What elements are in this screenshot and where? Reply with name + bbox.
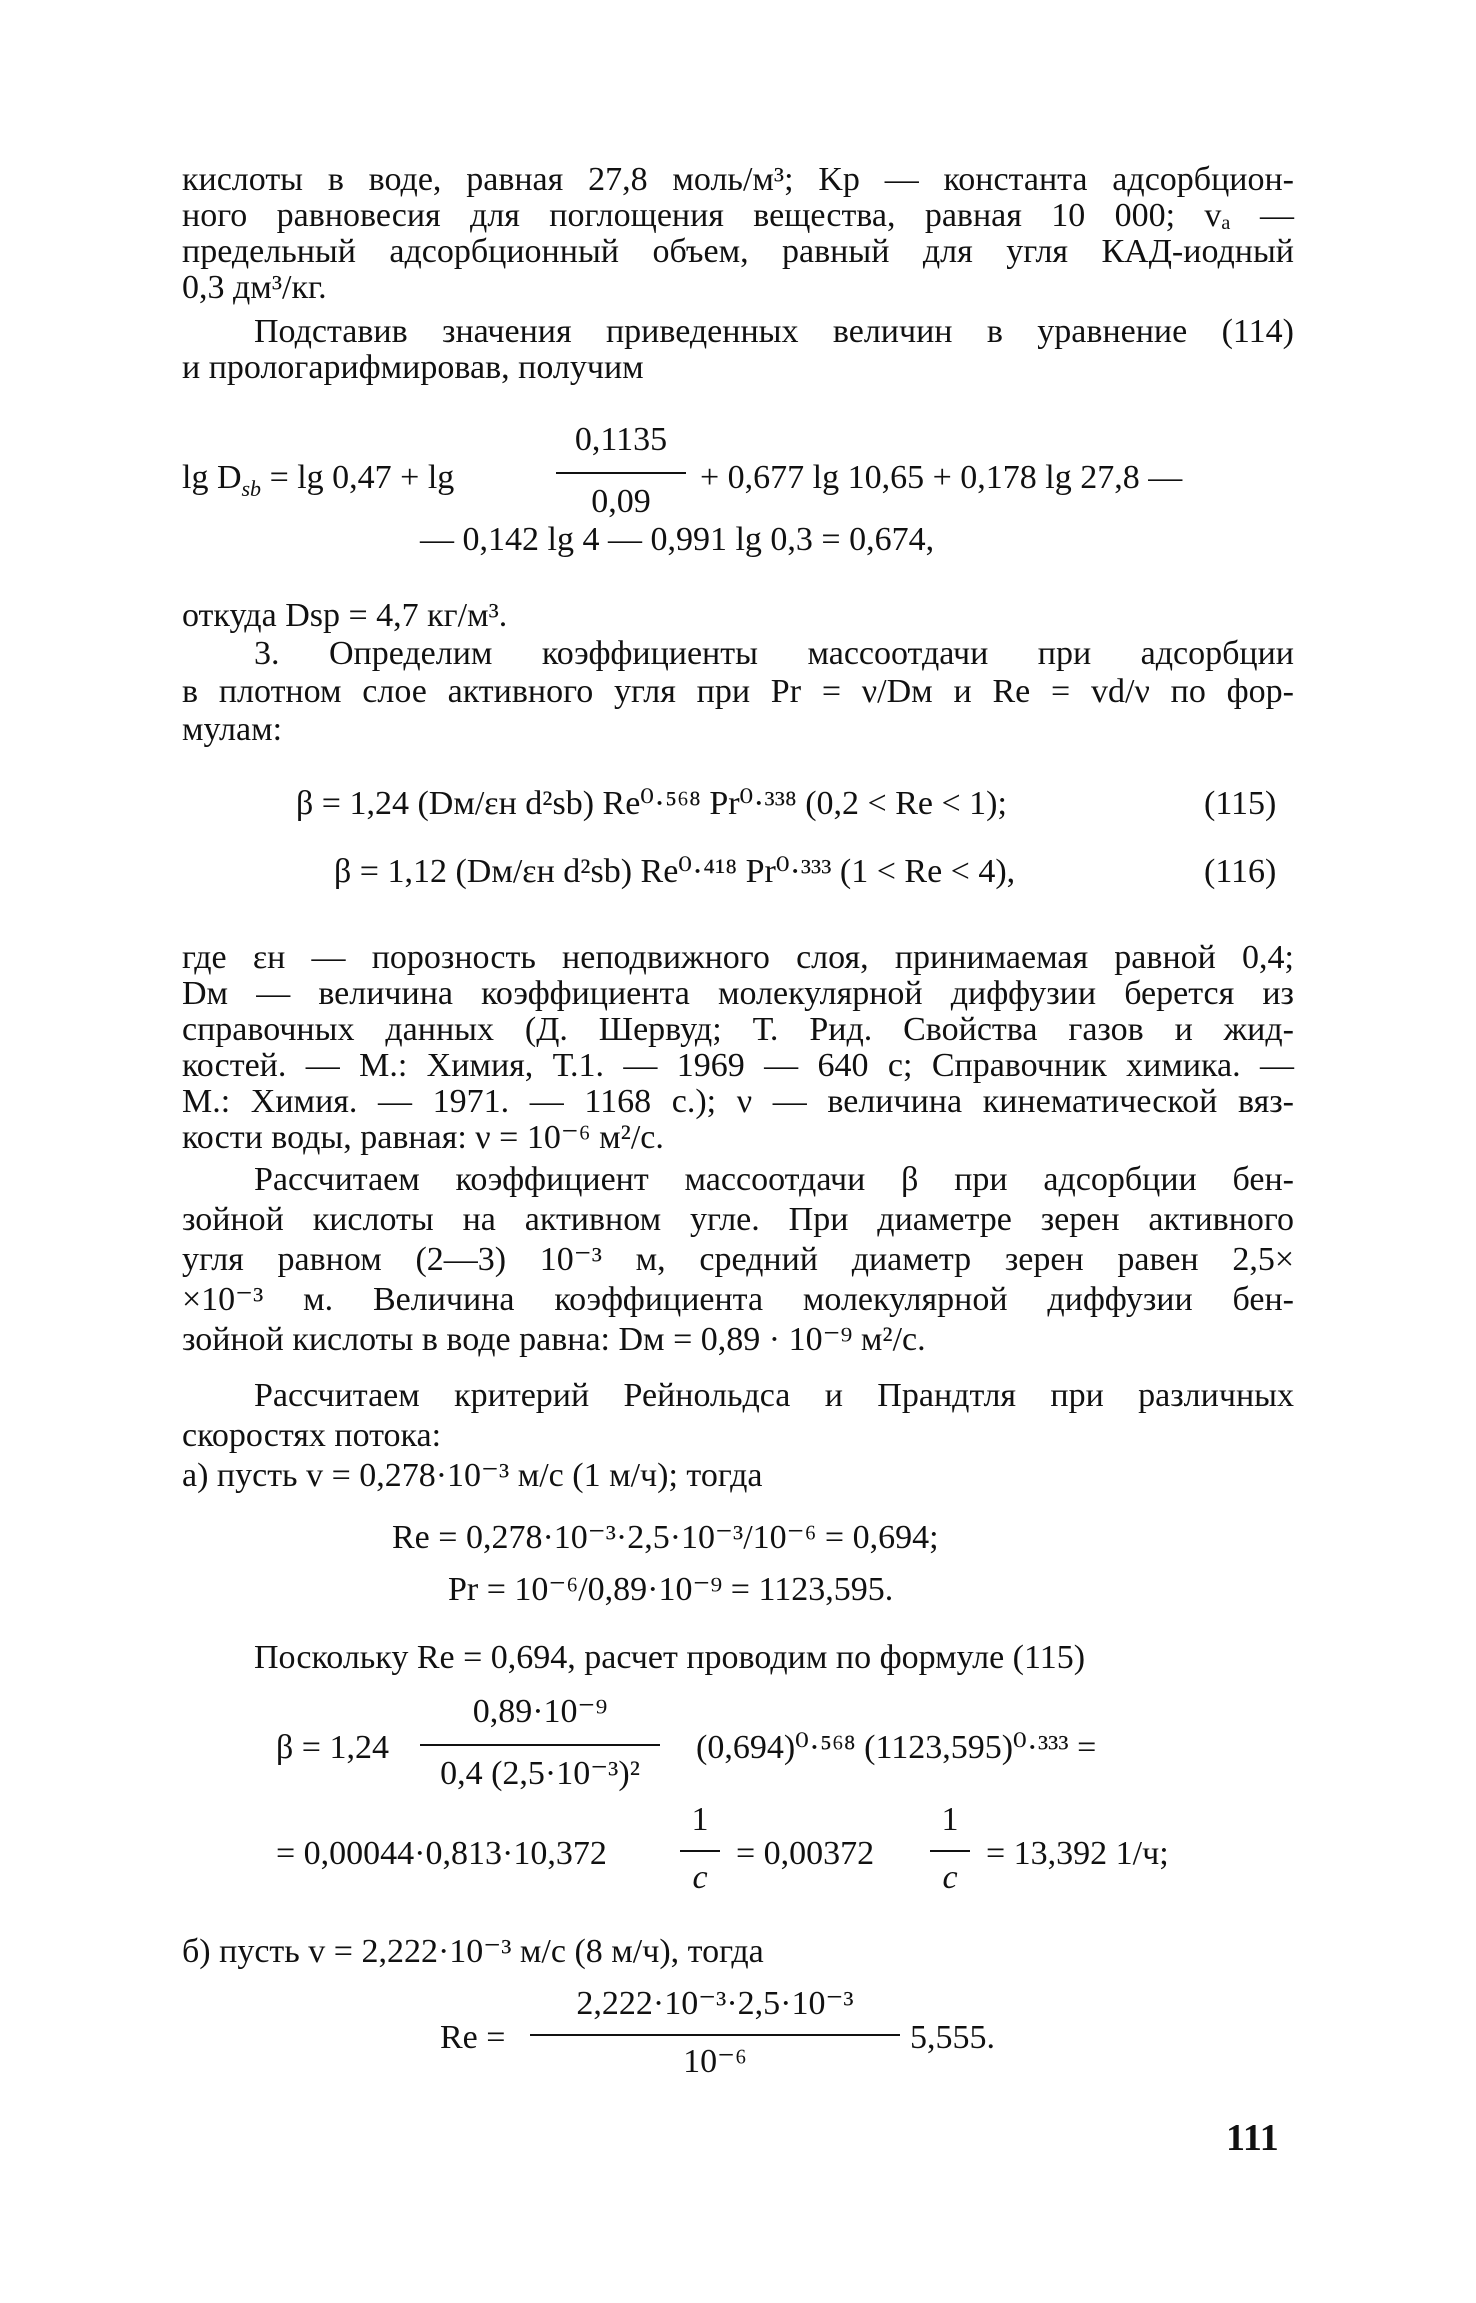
page-number: 111: [1226, 2117, 1279, 2159]
re-b-den: 10⁻⁶: [683, 2043, 747, 2080]
equation-lgd-cont: + 0,677 lg 10,65 + 0,178 lg 27,8 —: [700, 459, 1183, 496]
beta-line2-b: = 0,00372: [736, 1835, 875, 1872]
beta-rhs: (0,694)⁰·⁵⁶⁸ (1123,595)⁰·³³³ =: [696, 1729, 1097, 1766]
beta-line2-a: = 0,00044·0,813·10,372: [276, 1835, 607, 1872]
text-line: скоростях потока:: [182, 1417, 442, 1454]
text-line: мулам:: [182, 711, 283, 748]
text-line: предельный адсорбционный объем, равный для угля КАД-иодный: [182, 233, 1294, 270]
equation-number-115: (115): [1204, 785, 1277, 822]
text-line: кости воды, равная: ν = 10⁻⁶ м²/с.: [182, 1119, 664, 1156]
equation-115: β = 1,24 (Dм/εн d²sb) Re⁰·⁵⁶⁸ Pr⁰·³³⁸ (0,2 < Re < 1);: [296, 785, 1007, 822]
fraction-bar: [420, 1744, 660, 1746]
text-line: Поскольку Re = 0,694, расчет проводим по формуле (115): [254, 1639, 1086, 1676]
case-b: б) пусть v = 2,222·10⁻³ м/с (8 м/ч), тогда: [182, 1933, 764, 1970]
beta-frac-num: 0,89·10⁻⁹: [472, 1693, 608, 1730]
text-line: ×10⁻³ м. Величина коэффициента молекулярной диффузии бен-: [182, 1281, 1294, 1318]
fraction-bar: [530, 2034, 900, 2036]
text-line: 0,3 дм³/кг.: [182, 269, 327, 306]
re-b-rhs: 5,555.: [910, 2019, 995, 2056]
case-a: а) пусть v = 0,278·10⁻³ м/с (1 м/ч); тогда: [182, 1457, 763, 1494]
text-line: и прологарифмировав, получим: [182, 349, 644, 386]
text-line: 3. Определим коэффициенты массоотдачи при адсорбции: [254, 635, 1294, 672]
fraction-denominator: 0,09: [591, 483, 651, 520]
equation-pr-a: Pr = 10⁻⁶/0,89·10⁻⁹ = 1123,595.: [448, 1571, 894, 1608]
text-line: Рассчитаем критерий Рейнольдса и Прандтля при различных: [254, 1377, 1294, 1414]
text-line: костей. — М.: Химия, Т.1. — 1969 — 640 с; Справочник химика. —: [182, 1047, 1294, 1084]
beta-line2-frac2-num: 1: [941, 1801, 959, 1838]
equation-lgd: $\lg D_{sb} = \lg 0,47 + \lg$: [182, 459, 455, 501]
text-line: откуда Dsp = 4,7 кг/м³.: [182, 597, 508, 634]
text-line: Подставив значения приведенных величин в уравнение (114): [254, 313, 1294, 350]
equation-re-a: Re = 0,278·10⁻³·2,5·10⁻³/10⁻⁶ = 0,694;: [392, 1519, 939, 1556]
fraction-bar: [556, 472, 686, 474]
fraction-bar: [680, 1850, 720, 1852]
text-line: зойной кислоты в воде равна: Dм = 0,89 · 10⁻⁹ м²/с.: [182, 1321, 926, 1358]
beta-frac-den: 0,4 (2,5·10⁻³)²: [440, 1755, 640, 1792]
fraction-numerator: 0,1135: [574, 421, 668, 458]
text-line: зойной кислоты на активном угле. При диаметре зерен активного: [182, 1201, 1294, 1238]
beta-line2-frac2-den: c: [942, 1859, 958, 1896]
text-line: М.: Химия. — 1971. — 1168 с.); ν — величина кинематической вяз-: [182, 1083, 1294, 1120]
text-line: ного равновесия для поглощения вещества, равная 10 000; vₐ —: [182, 197, 1294, 234]
text-line: Рассчитаем коэффициент массоотдачи β при адсорбции бен-: [254, 1161, 1294, 1198]
re-b-lhs: Re =: [440, 2019, 506, 2056]
text-line: где εн — порозность неподвижного слоя, принимаемая равной 0,4;: [182, 939, 1294, 976]
text-line: в плотном слое активного угля при Pr = ν/Dм и Re = vd/ν по фор-: [182, 673, 1294, 710]
text-line: кислоты в воде, равная 27,8 моль/м³; Kр — константа адсорбцион-: [182, 161, 1294, 198]
re-b-num: 2,222·10⁻³·2,5·10⁻³: [576, 1985, 854, 2022]
beta-line2-c: = 13,392 1/ч;: [986, 1835, 1169, 1872]
fraction-bar: [930, 1850, 970, 1852]
beta-line2-frac1-den: c: [692, 1859, 708, 1896]
equation-116: β = 1,12 (Dм/εн d²sb) Re⁰·⁴¹⁸ Pr⁰·³³³ (1 < Re < 4),: [334, 853, 1016, 890]
text-line: Dм — величина коэффициента молекулярной диффузии берется из: [182, 975, 1294, 1012]
equation-lgd-line2: — 0,142 lg 4 — 0,991 lg 0,3 = 0,674,: [420, 521, 935, 558]
beta-line2-frac1-num: 1: [691, 1801, 709, 1838]
text-line: справочных данных (Д. Шервуд; Т. Рид. Свойства газов и жид-: [182, 1011, 1294, 1048]
text-line: угля равном (2—3) 10⁻³ м, средний диаметр зерен равен 2,5×: [182, 1241, 1294, 1278]
equation-number-116: (116): [1204, 853, 1277, 890]
beta-lhs: β = 1,24: [276, 1729, 389, 1766]
